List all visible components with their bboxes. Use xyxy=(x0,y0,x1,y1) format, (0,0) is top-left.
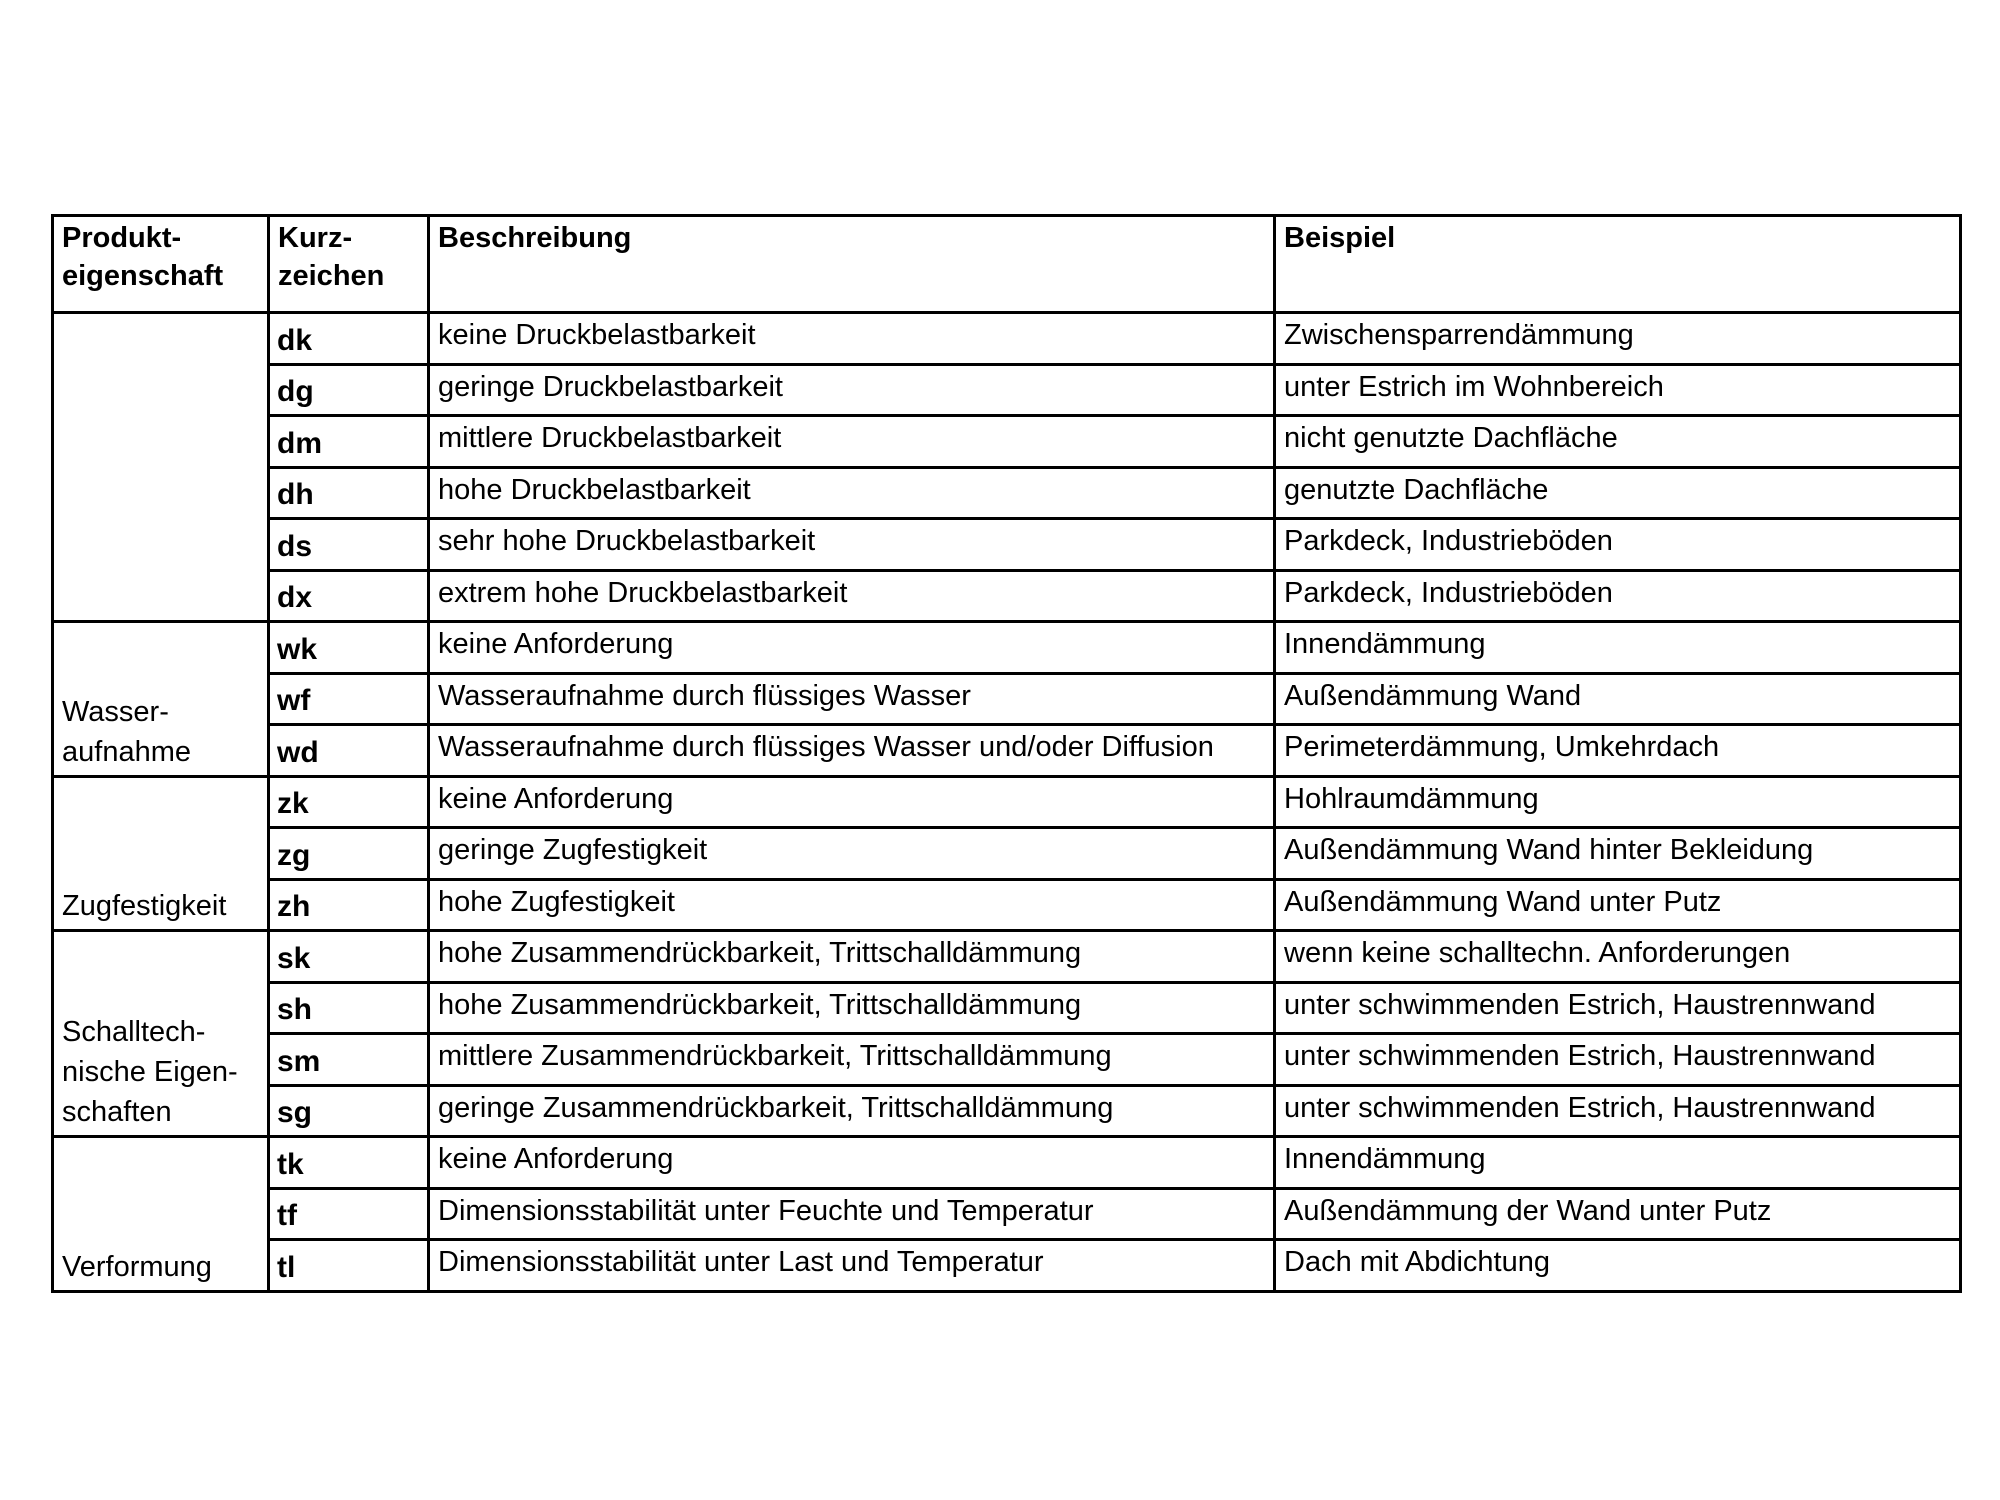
code-cell: zg xyxy=(269,828,429,880)
example-cell: unter schwimmenden Estrich, Haustrennwand xyxy=(1275,982,1961,1034)
example-cell: Zwischensparrendämmung xyxy=(1275,313,1961,365)
group-label-cell xyxy=(53,1137,269,1292)
group-label-cell xyxy=(53,931,269,1137)
table-row xyxy=(53,673,1961,725)
description-cell: mittlere Druckbelastbarkeit xyxy=(429,416,1275,468)
description-cell: Wasseraufnahme durch flüssiges Wasser xyxy=(429,673,1275,725)
example-cell: unter schwimmenden Estrich, Haustrennwand xyxy=(1275,1085,1961,1137)
code-cell: zk xyxy=(269,776,429,828)
header-row xyxy=(53,216,1961,313)
example-cell: Außendämmung Wand unter Putz xyxy=(1275,879,1961,931)
example-cell: Innendämmung xyxy=(1275,622,1961,674)
header-product-property-line: Produkt- xyxy=(62,222,182,254)
table-row xyxy=(53,467,1961,519)
code-cell: sh xyxy=(269,982,429,1034)
header-abbreviation-line: zeichen xyxy=(278,260,385,292)
table-row xyxy=(53,879,1961,931)
description-cell: geringe Zugfestigkeit xyxy=(429,828,1275,880)
group-label-line: Zugfestigkeit xyxy=(62,890,227,922)
code-cell: dh xyxy=(269,467,429,519)
code-cell: dg xyxy=(269,364,429,416)
table-row xyxy=(53,364,1961,416)
description-cell: mittlere Zusammendrückbarkeit, Trittschalldämmung xyxy=(429,1034,1275,1086)
code-cell: sm xyxy=(269,1034,429,1086)
description-cell: hohe Druckbelastbarkeit xyxy=(429,467,1275,519)
description-cell: hohe Zusammendrückbarkeit, Trittschalldämmung xyxy=(429,931,1275,983)
table-container xyxy=(51,214,1962,1293)
description-cell: sehr hohe Druckbelastbarkeit xyxy=(429,519,1275,571)
code-cell: tk xyxy=(269,1137,429,1189)
table-row xyxy=(53,1137,1961,1189)
example-cell: unter schwimmenden Estrich, Haustrennwand xyxy=(1275,1034,1961,1086)
group-label-line: Verformung xyxy=(62,1250,212,1283)
table-row xyxy=(53,931,1961,983)
table-row xyxy=(53,828,1961,880)
code-cell: wf xyxy=(269,673,429,725)
header-abbreviation xyxy=(269,216,429,313)
example-cell: Dach mit Abdichtung xyxy=(1275,1240,1961,1292)
table-row xyxy=(53,570,1961,622)
description-cell: hohe Zugfestigkeit xyxy=(429,879,1275,931)
code-cell: wd xyxy=(269,725,429,777)
code-cell: dx xyxy=(269,570,429,622)
header-product-property xyxy=(53,216,269,313)
code-cell: dm xyxy=(269,416,429,468)
group-label-line: Wasser- xyxy=(62,695,169,728)
header-abbreviation-line: Kurz- xyxy=(278,222,353,254)
code-cell: tl xyxy=(269,1240,429,1292)
description-cell: Wasseraufnahme durch flüssiges Wasser und/oder Diffusion xyxy=(429,725,1275,777)
code-cell: sg xyxy=(269,1085,429,1137)
table-row xyxy=(53,622,1961,674)
example-cell: Perimeterdämmung, Umkehrdach xyxy=(1275,725,1961,777)
group-label-line: aufnahme xyxy=(62,735,191,768)
description-cell: geringe Zusammendrückbarkeit, Trittschalldämmung xyxy=(429,1085,1275,1137)
table-row xyxy=(53,725,1961,777)
table-row xyxy=(53,416,1961,468)
code-cell: wk xyxy=(269,622,429,674)
table-row xyxy=(53,1240,1961,1292)
description-cell: hohe Zusammendrückbarkeit, Trittschalldämmung xyxy=(429,982,1275,1034)
table-row xyxy=(53,1085,1961,1137)
description-cell: geringe Druckbelastbarkeit xyxy=(429,364,1275,416)
example-cell: Parkdeck, Industrieböden xyxy=(1275,570,1961,622)
table-row xyxy=(53,1188,1961,1240)
header-description: Beschreibung xyxy=(429,216,1275,313)
code-cell: zh xyxy=(269,879,429,931)
table-row xyxy=(53,982,1961,1034)
example-cell: Parkdeck, Industrieböden xyxy=(1275,519,1961,571)
group-label-line: schaften xyxy=(62,1096,172,1128)
description-cell: extrem hohe Druckbelastbarkeit xyxy=(429,570,1275,622)
product-properties-table xyxy=(51,214,1962,1293)
header-example: Beispiel xyxy=(1275,216,1961,313)
description-cell: Dimensionsstabilität unter Last und Temperatur xyxy=(429,1240,1275,1292)
example-cell: Außendämmung Wand hinter Bekleidung xyxy=(1275,828,1961,880)
group-label-line: Schalltech- xyxy=(62,1016,206,1048)
table-row xyxy=(53,519,1961,571)
example-cell: Hohlraumdämmung xyxy=(1275,776,1961,828)
example-cell: Außendämmung der Wand unter Putz xyxy=(1275,1188,1961,1240)
description-cell: keine Anforderung xyxy=(429,1137,1275,1189)
description-cell: keine Anforderung xyxy=(429,776,1275,828)
code-cell: tf xyxy=(269,1188,429,1240)
header-product-property-line: eigenschaft xyxy=(62,260,224,292)
example-cell: Außendämmung Wand xyxy=(1275,673,1961,725)
example-cell: genutzte Dachfläche xyxy=(1275,467,1961,519)
group-label-cell xyxy=(53,313,269,622)
description-cell: keine Druckbelastbarkeit xyxy=(429,313,1275,365)
group-label-cell xyxy=(53,622,269,777)
table-row xyxy=(53,776,1961,828)
code-cell: dk xyxy=(269,313,429,365)
example-cell: nicht genutzte Dachfläche xyxy=(1275,416,1961,468)
example-cell: Innendämmung xyxy=(1275,1137,1961,1189)
group-label-line: nische Eigen- xyxy=(62,1056,238,1088)
example-cell: wenn keine schalltechn. Anforderungen xyxy=(1275,931,1961,983)
description-cell: keine Anforderung xyxy=(429,622,1275,674)
example-cell: unter Estrich im Wohnbereich xyxy=(1275,364,1961,416)
table-body xyxy=(53,313,1961,1292)
code-cell: ds xyxy=(269,519,429,571)
description-cell: Dimensionsstabilität unter Feuchte und Temperatur xyxy=(429,1188,1275,1240)
table-row xyxy=(53,313,1961,365)
code-cell: sk xyxy=(269,931,429,983)
group-label-cell xyxy=(53,776,269,931)
table-row xyxy=(53,1034,1961,1086)
